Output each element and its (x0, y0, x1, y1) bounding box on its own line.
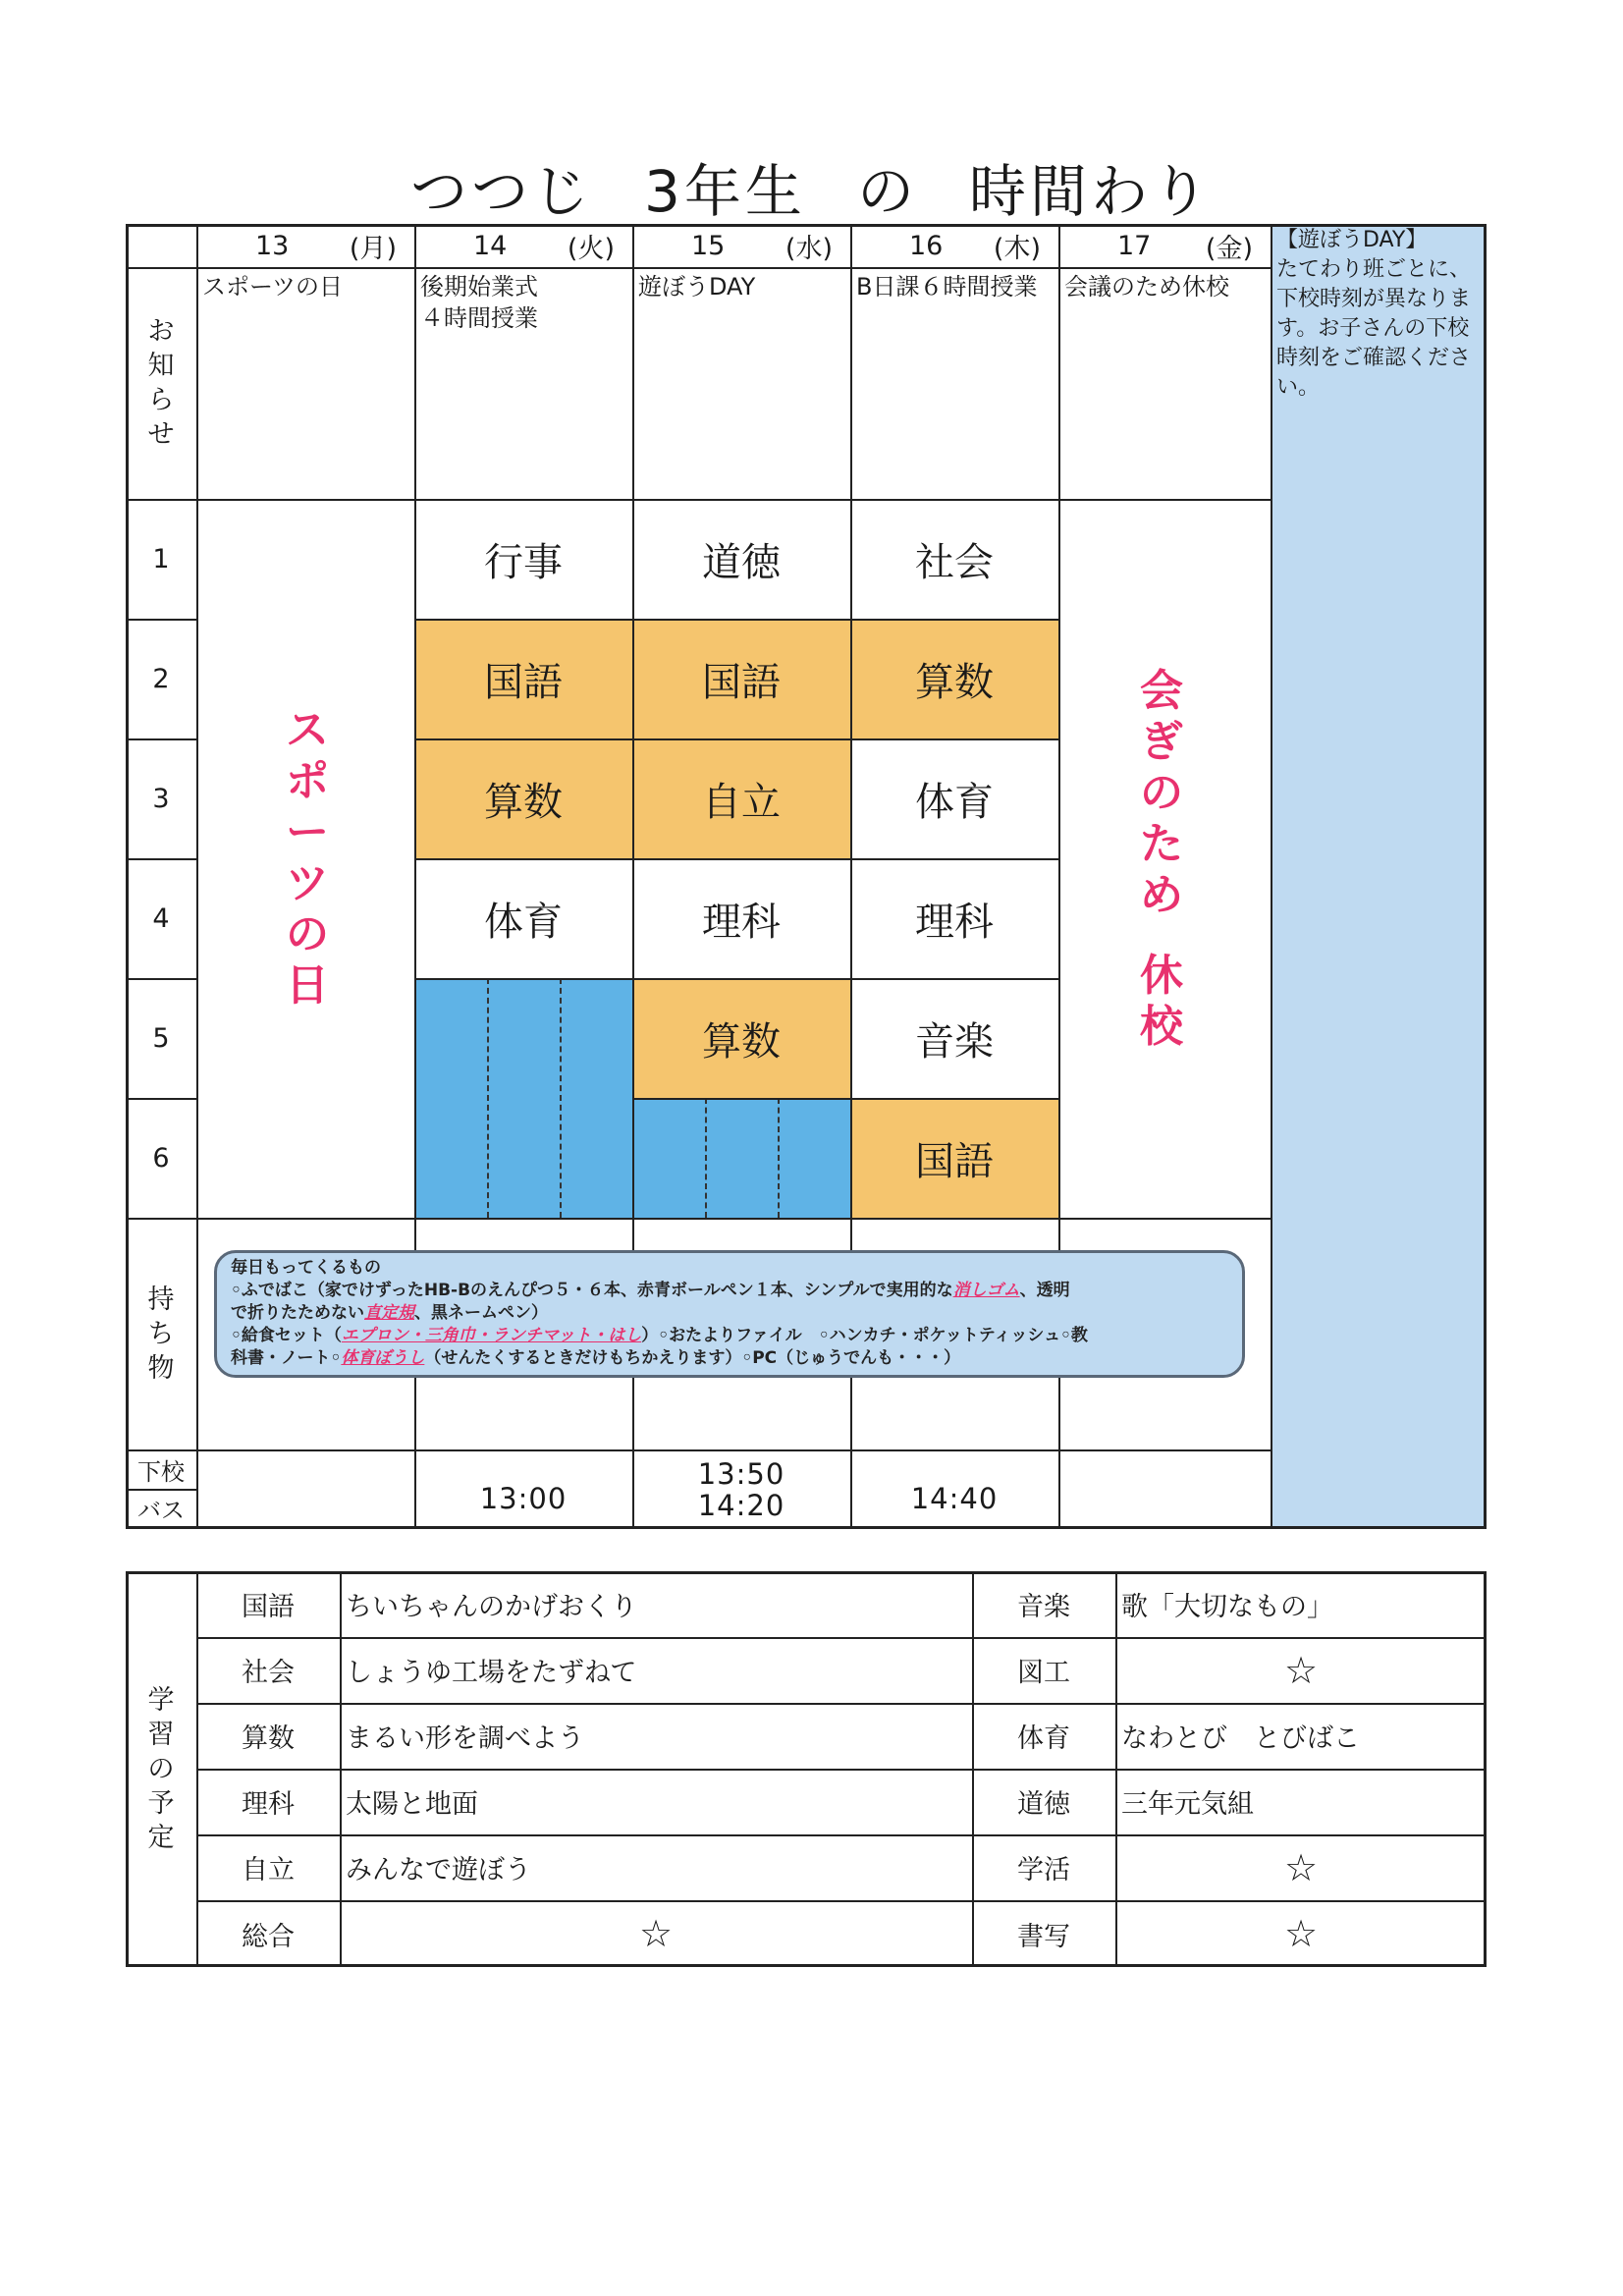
title-grade: 3年生 (644, 158, 806, 225)
grid-line (126, 1218, 1271, 1220)
day-date: 14 (473, 230, 508, 261)
day-weekday: (水) (784, 233, 833, 264)
grid-line (126, 978, 196, 980)
grid-line (1271, 224, 1272, 1529)
period-label-1: 1 (152, 543, 170, 574)
belongings-line (231, 1325, 1228, 1347)
thu-period-4: 理科 (915, 899, 994, 945)
label-char: 物 (147, 1352, 175, 1384)
red-char: め (1140, 870, 1183, 920)
day-date: 13 (255, 230, 290, 261)
plan-content: まるい形を調べよう (346, 1723, 584, 1754)
belongings-highlight: 直定規 (364, 1303, 414, 1323)
grid-line (196, 1637, 1487, 1639)
grid-line (126, 1098, 196, 1100)
dashed-divider (487, 978, 489, 1218)
plan-content: しょうゆ工場をたずねて (346, 1658, 637, 1688)
thu-period-5: 音楽 (915, 1018, 994, 1065)
timetable (126, 224, 1487, 1529)
period-label-4: 4 (152, 902, 170, 934)
tue-period-2: 国語 (414, 619, 632, 738)
label-char: 定 (147, 1823, 175, 1853)
belongings-text: 科書・ノート◦ (231, 1348, 342, 1368)
title-class: つつじ (410, 158, 594, 225)
plan-subject: 体育 (1017, 1723, 1070, 1754)
plan-content: ☆ (1283, 1845, 1319, 1889)
day-date: 15 (691, 230, 726, 261)
dismissal-time-thu: 14:40 (910, 1482, 999, 1515)
belongings-text: （せんたくするときだけもちかえります）◦PC（じゅうでんも・・・） (424, 1348, 961, 1368)
plan-subject: 図工 (1017, 1658, 1070, 1688)
day-header-wed (632, 224, 850, 267)
belongings-text: 、黒ネームペン） (414, 1303, 548, 1323)
dismissal-time-wed (632, 1451, 850, 1528)
plan-subject: 学活 (1017, 1855, 1070, 1886)
dismissal-label: 下校 (137, 1457, 185, 1486)
plan-content: 太陽と地面 (346, 1789, 478, 1820)
study-plan-table (126, 1571, 1487, 1967)
label-char: お (147, 316, 175, 347)
grid-line (196, 1900, 1487, 1902)
time-value: 14:20 (697, 1489, 785, 1522)
red-char: ス (286, 705, 329, 755)
day-header-thu (850, 224, 1058, 267)
belongings-text: 、透明 (1019, 1281, 1070, 1300)
belongings-highlight: 消しゴム (952, 1281, 1020, 1300)
label-char: の (147, 1754, 175, 1784)
plan-content: 歌「大切なもの」 (1121, 1592, 1333, 1622)
red-char: 校 (1140, 1002, 1183, 1052)
wed-period-1: 道徳 (702, 539, 781, 585)
grid-line (126, 1449, 1271, 1451)
belongings-line (231, 1347, 1228, 1370)
plan-subject: 社会 (242, 1658, 295, 1688)
notice-thu: B日課６時間授業 (856, 273, 1038, 301)
belongings-highlight: エプロン・三角巾・ランチマット・はし (341, 1326, 642, 1345)
title-suffix: 時間わり (968, 158, 1213, 225)
label-char: ら (147, 385, 175, 415)
day-weekday: (月) (349, 233, 397, 264)
page-title (0, 145, 1623, 228)
monday-sports-day-text (283, 705, 332, 1011)
day-weekday: (木) (993, 233, 1041, 264)
belongings-text: ◦ふでばこ（家でけずったHB-Bのえんぴつ５・６本、赤青ボールペン１本、シンプルで実用的な (231, 1281, 953, 1300)
notice-wed: 遊ぼうDAY (638, 273, 756, 301)
grid-line (126, 619, 196, 621)
wed-period-6 (632, 1098, 850, 1218)
day-header-tue (414, 224, 632, 267)
plan-content: ちいちゃんのかげおくり (346, 1592, 637, 1622)
grid-line (414, 858, 1058, 860)
day-weekday: (火) (567, 233, 615, 264)
day-weekday: (金) (1205, 233, 1253, 264)
grid-line (196, 1769, 1487, 1771)
tue-period-3: 算数 (414, 738, 632, 858)
period-label-2: 2 (152, 663, 170, 694)
red-char: の (286, 909, 329, 959)
period-label-3: 3 (152, 783, 170, 814)
dashed-divider (705, 1098, 707, 1218)
plan-content: みんなで遊ぼう (346, 1855, 531, 1886)
friday-closed-text (1137, 666, 1186, 1053)
belongings-line (231, 1280, 1228, 1302)
red-char: の (1140, 768, 1183, 818)
study-plan-label (126, 1571, 196, 1967)
day-header-fri (1058, 224, 1271, 267)
plan-content: なわとび とびばこ (1121, 1723, 1360, 1754)
period-label-6: 6 (152, 1142, 170, 1174)
red-char: ポ (286, 756, 329, 806)
red-char: た (1140, 819, 1183, 869)
grid-line (196, 224, 198, 1529)
thu-period-1: 社会 (915, 539, 994, 585)
grid-line (414, 738, 1058, 740)
belongings-line (231, 1302, 1228, 1325)
belongings-heading: 毎日もってくるもの (231, 1258, 381, 1278)
label-char: 学 (147, 1685, 175, 1716)
bus-label: バス (137, 1496, 185, 1524)
tue-period-5-6 (414, 978, 632, 1218)
grid-line (126, 1489, 196, 1491)
grid-line (414, 619, 1058, 621)
plan-subject: 書写 (1017, 1921, 1070, 1952)
title-no: の (856, 158, 918, 225)
grid-line (196, 1834, 1487, 1836)
belongings-text: ◦給食セット（ (231, 1326, 342, 1345)
red-char: 会 (1140, 666, 1183, 716)
grid-line (196, 1703, 1487, 1705)
dashed-divider (778, 1098, 780, 1218)
wed-period-3: 自立 (632, 738, 850, 858)
label-char: せ (147, 419, 175, 450)
red-char: ぎ (1140, 717, 1183, 767)
thu-period-2: 算数 (850, 619, 1058, 738)
label-char: 習 (147, 1720, 175, 1750)
time-value: 13:50 (697, 1457, 785, 1491)
plan-subject: 自立 (242, 1855, 295, 1886)
plan-content: ☆ (1283, 1648, 1319, 1692)
day-date: 17 (1117, 230, 1152, 261)
wed-period-5: 算数 (632, 978, 850, 1098)
plan-content: ☆ (638, 1912, 674, 1955)
period-label-5: 5 (152, 1022, 170, 1054)
notice-row-label (126, 267, 196, 499)
wed-period-2: 国語 (632, 619, 850, 738)
belongings-box (214, 1250, 1245, 1378)
wed-period-4: 理科 (702, 899, 781, 945)
red-char: 日 (286, 960, 329, 1011)
plan-subject: 国語 (242, 1592, 295, 1622)
notice-mon: スポーツの日 (202, 273, 344, 301)
plan-subject: 算数 (242, 1723, 295, 1754)
red-char: 休 (1140, 951, 1183, 1001)
grid-line (126, 858, 196, 860)
plan-subject: 道徳 (1017, 1789, 1070, 1820)
tue-period-4: 体育 (484, 899, 563, 945)
plan-subject: 理科 (242, 1789, 295, 1820)
grid-line (126, 738, 196, 740)
red-char: ツ (286, 858, 329, 908)
thu-period-3: 体育 (915, 779, 994, 825)
day-header-mon (196, 224, 414, 267)
grid-line (126, 499, 1271, 501)
dashed-divider (560, 978, 562, 1218)
label-char: 知 (147, 351, 175, 381)
side-note-text: 【遊ぼうDAY】 たてわり班ごとに、下校時刻が異なります。お子さんの下校時刻をご確認ください。 (1276, 228, 1472, 400)
plan-subject: 音楽 (1017, 1592, 1070, 1622)
thu-period-6: 国語 (850, 1098, 1058, 1218)
side-note (1271, 224, 1487, 1529)
label-char: 予 (147, 1788, 175, 1819)
notice-fri: 会議のため休校 (1064, 273, 1229, 301)
notice-tue: 後期始業式 ４時間授業 (420, 273, 538, 332)
grid-line (414, 978, 1058, 980)
belongings-text: ）◦おたよりファイル ◦ハンカチ・ポケットティッシュ◦教 (641, 1326, 1088, 1345)
label-char: ち (147, 1318, 175, 1349)
tue-period-1: 行事 (484, 539, 563, 585)
dismissal-time-tue: 13:00 (479, 1482, 568, 1515)
plan-content: ☆ (1283, 1912, 1319, 1955)
belongings-row-label (126, 1218, 196, 1449)
red-char: ー (286, 807, 329, 857)
grid-line (632, 1098, 1058, 1100)
plan-content: 三年元気組 (1121, 1789, 1254, 1820)
belongings-text: で折りたためない (231, 1303, 364, 1323)
label-char: 持 (147, 1284, 175, 1315)
day-date: 16 (909, 230, 944, 261)
grid-line (126, 267, 1271, 269)
belongings-highlight: 体育ぼうし (341, 1348, 425, 1368)
plan-subject: 総合 (242, 1921, 295, 1952)
